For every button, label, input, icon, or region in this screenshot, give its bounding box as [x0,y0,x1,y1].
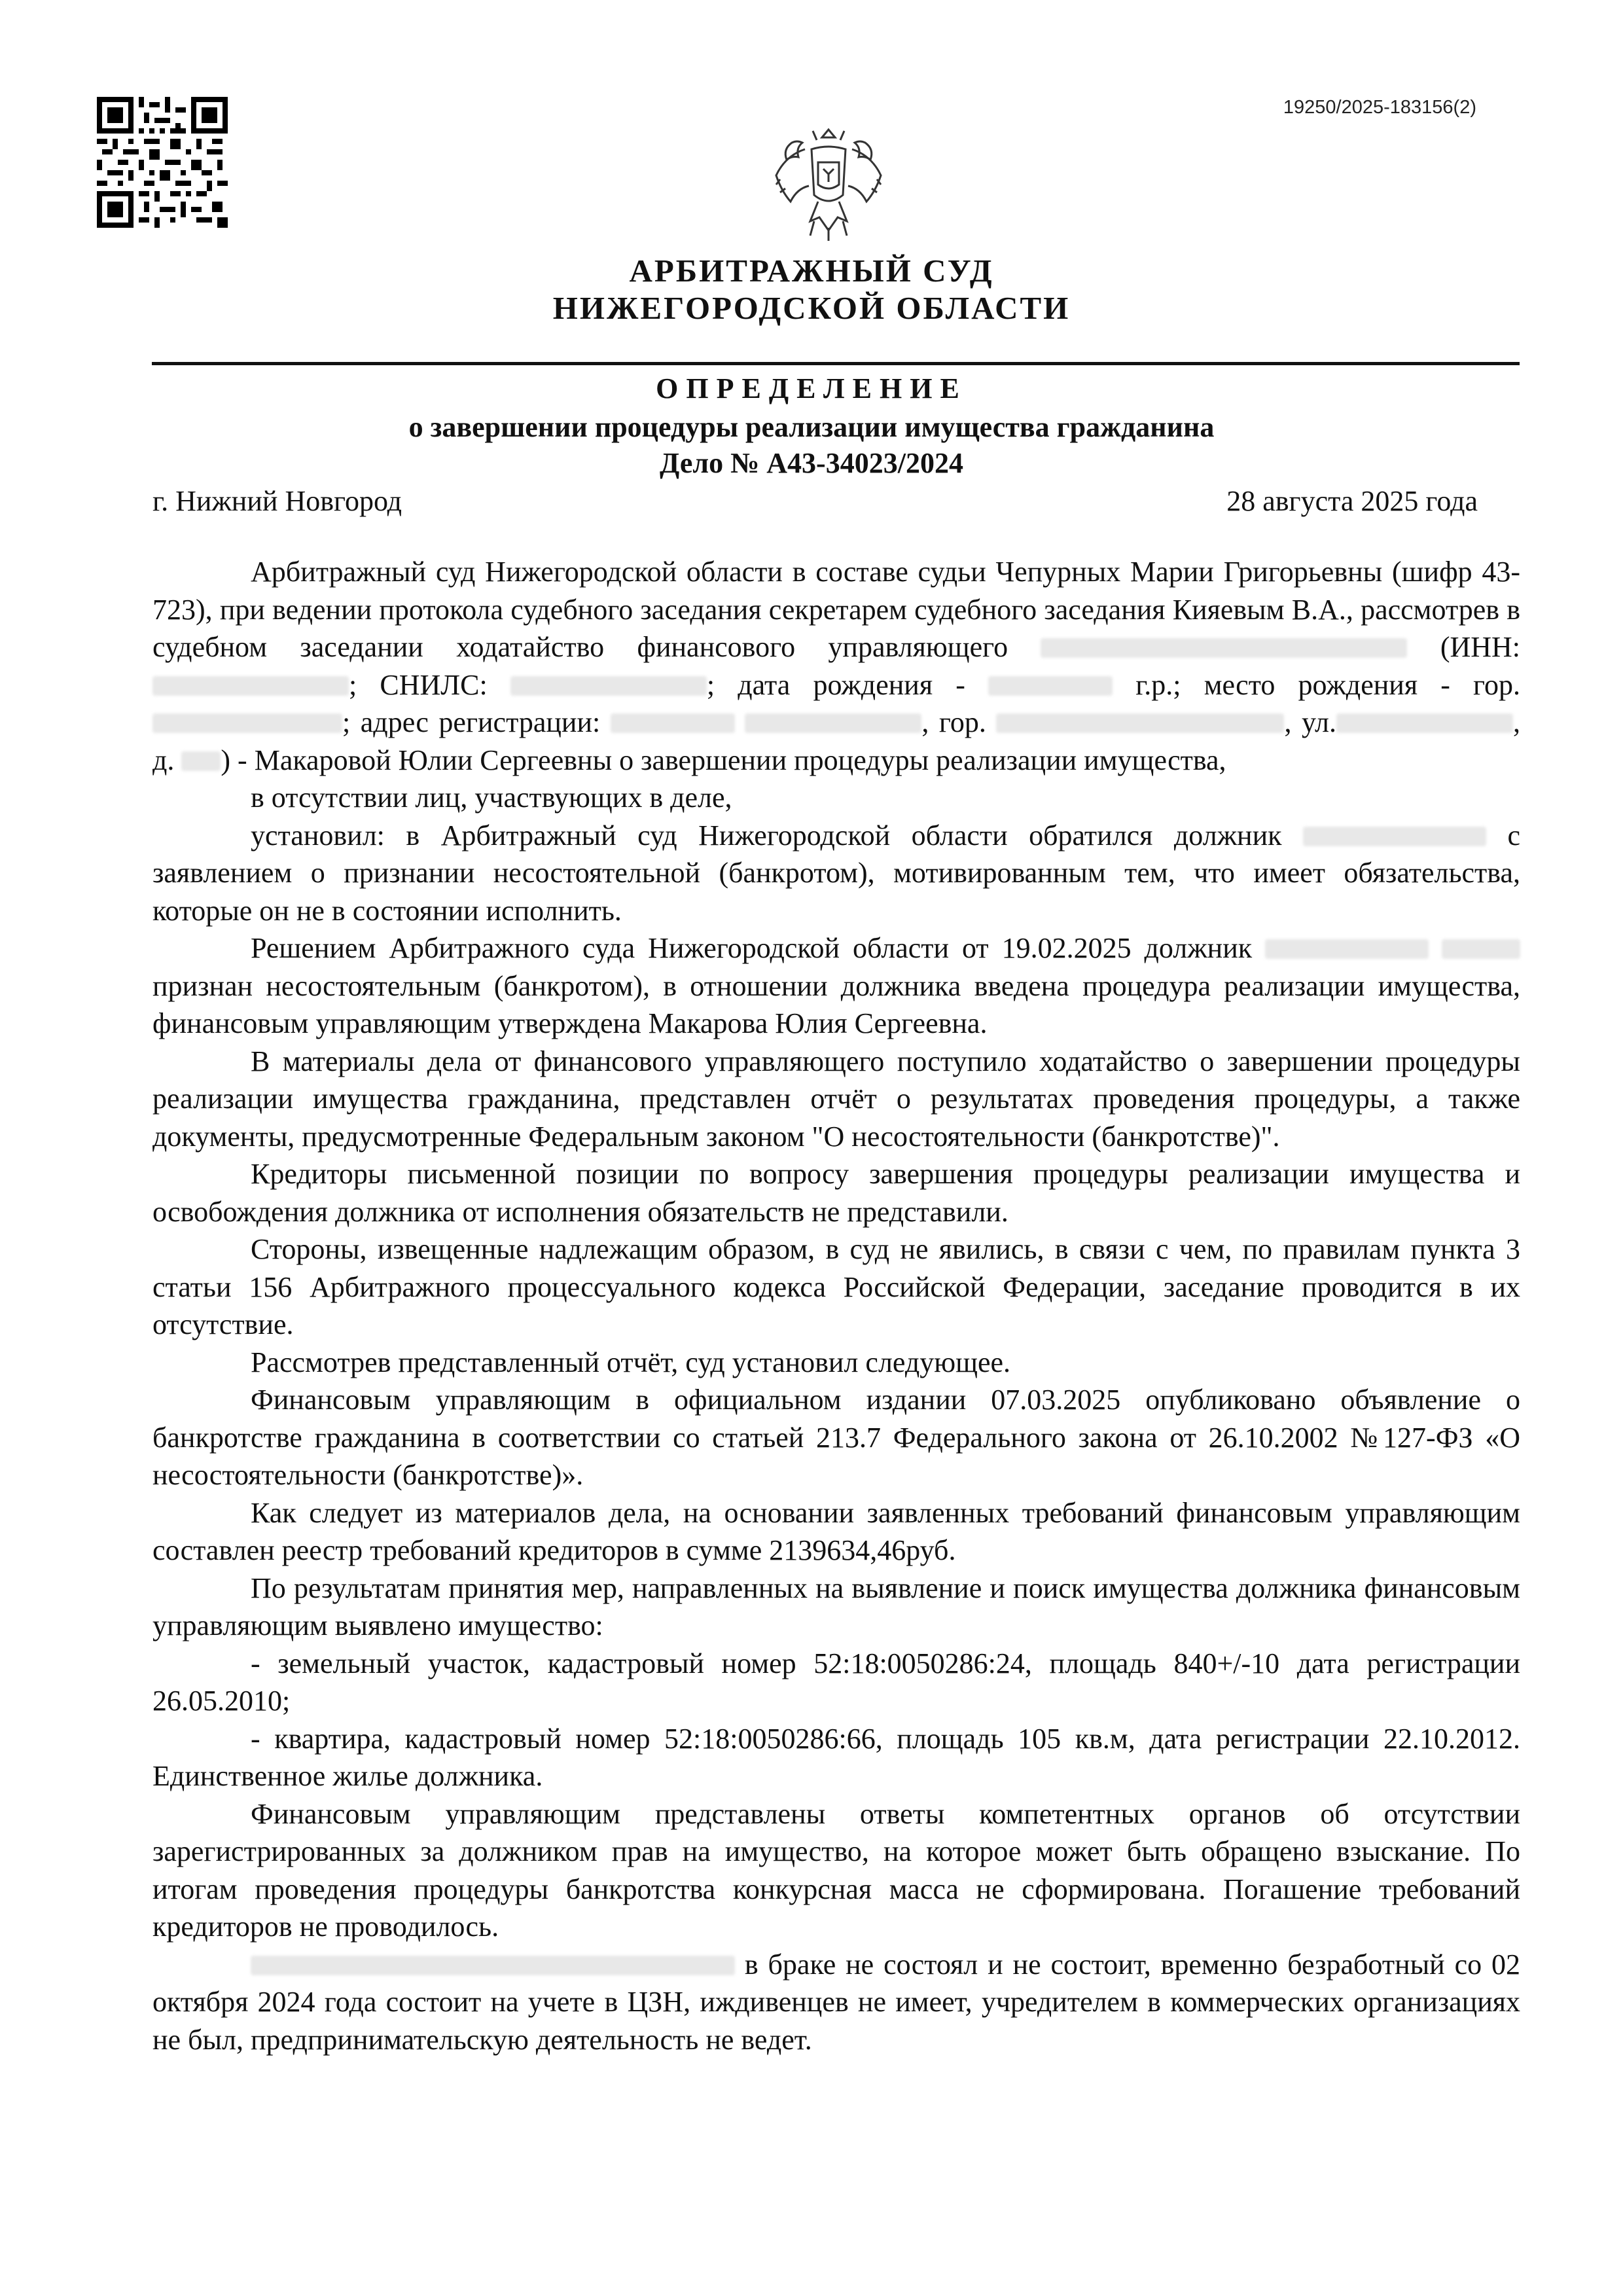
paragraph-12: - земельный участок, кадастровый номер 52:18:0050286:24, площадь 840+/-10 дата регистрации 26.05.2010; [152,1647,1520,1717]
redacted-birth-date [988,676,1113,696]
paragraph-15: в браке не состоял и не состоит, временно безработный со 02 октября 2024 года состоит на учете в ЦЗН, иждивенцев не имеет, учредителем в коммерческих организациях не был, предпринимательскую деятельность не ведет. [152,1948,1521,2056]
redacted-address [611,713,735,733]
paragraph-10: Как следует из материалов дела, на основании заявленных требований финансовым управляющим составлен реестр требований кредиторов в сумме 2139634,46руб. [152,1496,1520,1566]
qr-code [97,97,228,228]
redacted-debtor-name-3 [1442,939,1520,959]
redacted-street [1336,713,1513,733]
paragraph-8: Рассмотрев представленный отчёт, суд установил следующее. [251,1346,1011,1378]
case-number: Дело № А43-34023/2024 [660,447,963,479]
document-type-heading: ОПРЕДЕЛЕНИЕ [656,372,967,404]
paragraph-5: В материалы дела от финансового управляющего поступило ходатайство о завершении процедуры реализации имущества гражданина, представлен отчёт о результатах проведения процедуры, а также документы, предусмотренные Федеральным законом "О несостоятельности (банкротстве)". [152,1045,1520,1153]
paragraph-2: в отсутствии лиц, участвующих в деле, [251,781,732,814]
paragraph-13: - квартира, кадастровый номер 52:18:0050286:66, площадь 105 кв.м, дата регистрации 22.10.2012. Единственное жилье должника. [152,1722,1520,1792]
court-name-line2: НИЖЕГОРОДСКОЙ ОБЛАСТИ [552,290,1071,326]
document-number: 19250/2025-183156(2) [1283,97,1476,118]
date-of-issue: 28 августа 2025 года [1226,485,1478,517]
paragraph-1: Арбитражный суд Нижегородской области в составе судьи Чепурных Марии Григорьевны (шифр 43-723), при ведении протокола судебного заседания секретарем судебного заседания Кияевым В.А., рассмотрев в судебном заседании ходатайство финансового управляющего (ИНН: ; СНИЛС: ; дата рождения - г.р.; место рождения - гор.; адрес регистрации: , гор. , ул. , д. ) - Макаровой Юлии Сергеевны о завершении процедуры реализации имущества, [152,556,1521,776]
place-of-issue: г. Нижний Новгород [152,485,402,517]
paragraph-7: Стороны, извещенные надлежащим образом, в суд не явились, в связи с чем, по правилам пункта 3 статьи 156 Арбитражного процессуального кодекса Российской Федерации, заседание проводится в их отсутствие. [152,1233,1520,1340]
paragraph-11: По результатам принятия мер, направленных на выявление и поиск имущества должника финансовым управляющим выявлено имущество: [152,1571,1520,1641]
redacted-debtor-name [1303,827,1486,846]
redacted-snils [510,676,707,696]
redacted-debtor-name-2 [1265,939,1429,959]
paragraph-6: Кредиторы письменной позиции по вопросу завершения процедуры реализации имущества и освобождения должника от исполнения обязательств не представили. [152,1158,1520,1228]
document-body [152,553,1520,2058]
redacted-inn [152,676,349,696]
redacted-name [1041,638,1407,658]
coat-of-arms-icon [772,117,885,247]
paragraph-3: установил: в Арбитражный суд Нижегородской области обратился должник с заявлением о признании несостоятельной (банкротом), мотивированным тем, что имеет обязательства, которые он не в состоянии исполнить. [152,819,1521,927]
redacted-region [745,713,921,733]
redacted-house [181,751,221,771]
redacted-city [996,713,1284,733]
header-divider [152,362,1520,365]
document-subject: о завершении процедуры реализации имущества гражданина [408,411,1215,443]
paragraph-9: Финансовым управляющим в официальном издании 07.03.2025 опубликовано объявление о банкротстве гражданина в соответствии со статьей 213.7 Федерального закона от 26.10.2002 №127-ФЗ «О несостоятельности (банкротстве)». [152,1384,1520,1491]
redacted-debtor-full-name [251,1956,735,1975]
paragraph-14: Финансовым управляющим представлены ответы компетентных органов об отсутствии зарегистрированных за должником прав на имущество, на которое может быть обращено взыскание. По итогам проведения процедуры банкротства конкурсная масса не сформирована. Погашение требований кредиторов не проводилось. [152,1797,1520,1943]
redacted-birth-place [152,713,342,733]
paragraph-4: Решением Арбитражного суда Нижегородской области от 19.02.2025 должник признан несостоятельным (банкротом), в отношении должника введена процедура реализации имущества, финансовым управляющим утверждена Макарова Юлия Сергеевна. [152,932,1520,1039]
court-name-line1: АРБИТРАЖНЫЙ СУД [629,253,994,289]
